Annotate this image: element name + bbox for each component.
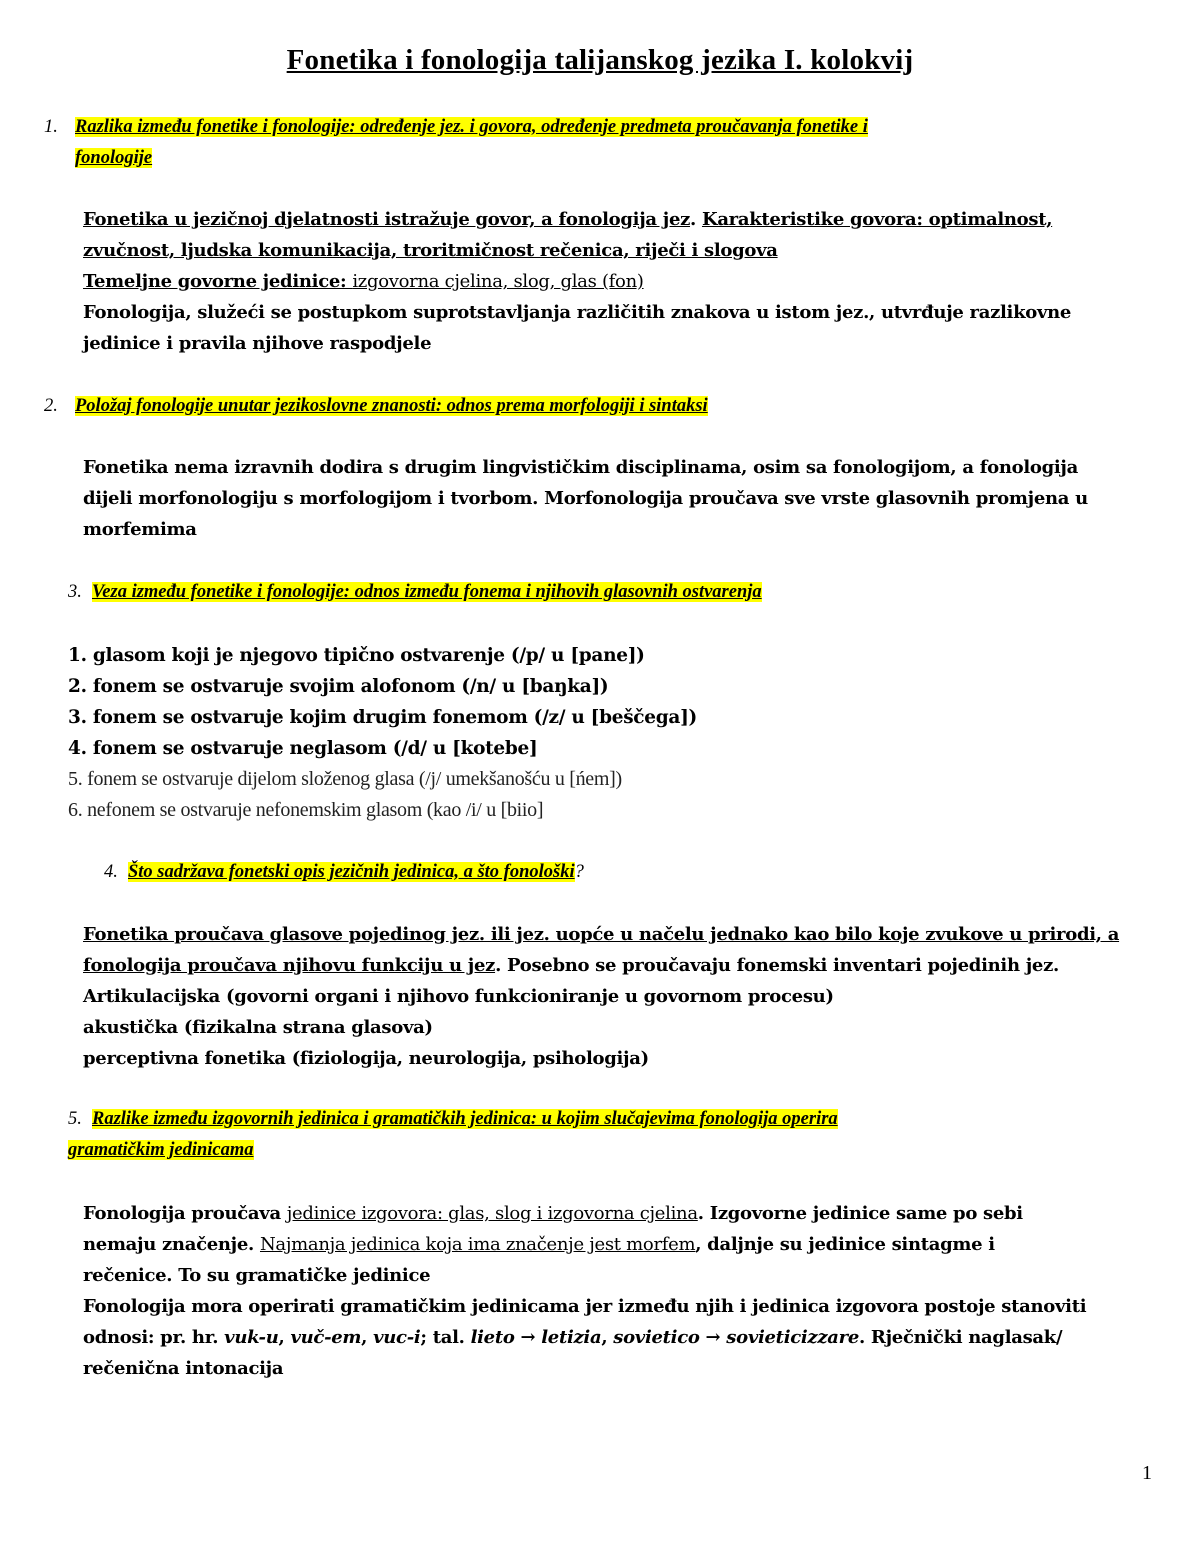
question-number: 3.: [68, 582, 82, 602]
answer-text: morfemima: [83, 519, 197, 540]
answer-text: ,: [361, 1327, 374, 1348]
answer-text: odnosi: pr. hr.: [83, 1327, 225, 1348]
answer-text: vuč-em: [290, 1327, 362, 1348]
answer-text: dijeli morfonologiju s morfologijom i tvorbom. Morfonologija proučava sve vrste glasovnih promjena u: [83, 488, 1088, 509]
answer-text: Artikulacijska (govorni organi i njihovo funkcioniranje u govornom procesu): [83, 986, 834, 1007]
question-text: Razlike između izgovornih jedinica i gramatičkih jedinica: u kojim slučajevima fonologija operira: [92, 1109, 838, 1129]
answer-text: zvučnost, ljudska komunikacija, troritmičnost rečenica, riječi i slogova: [83, 240, 778, 261]
answer-text: jedinice i pravila njihove raspodjele: [83, 333, 432, 354]
answer-text: Fonetika proučava glasove pojedinog jez. ili jez. uopće u načelu jednako kao bilo koje zvukove u prirodi, a: [83, 924, 1120, 945]
answer-text: Fonetika u jezičnoj djelatnosti istražuje govor, a fonologija jez: [83, 209, 691, 230]
question-2: [44, 391, 1154, 422]
answer-1: [83, 204, 1173, 359]
list-item: 1. glasom koji je njegovo tipično ostvarenje (/p/ u [pane]): [68, 645, 645, 666]
answer-text: . Rječnički naglasak/: [858, 1327, 1063, 1348]
question-text: Veza između fonetike i fonologije: odnos između fonema i njihovih glasovnih ostvarenja: [92, 582, 762, 602]
answer-text: nemaju značenje.: [83, 1234, 260, 1255]
question-1-continued: [75, 143, 152, 174]
answer-text: sovietico → sovieticizzare: [613, 1327, 859, 1348]
question-1: [44, 112, 1154, 143]
answer-text: . Izgovorne jedinice same po sebi: [697, 1203, 1023, 1224]
question-text: Što sadržava fonetski opis jezičnih jedinica, a što fonološki: [128, 862, 575, 882]
question-5: [68, 1104, 1168, 1135]
answer-text: ,: [278, 1327, 291, 1348]
question-4: [104, 857, 1164, 888]
answer-5: [83, 1198, 1173, 1384]
answer-text: fonologija proučava njihovu funkciju u jez: [83, 955, 496, 976]
page-number: 1: [1142, 1462, 1152, 1484]
list-item: 5. fonem se ostvaruje dijelom složenog glasa (/j/ umekšanošću u [ńem]): [68, 768, 622, 790]
question-number: 1.: [44, 117, 58, 137]
list-item: 3. fonem se ostvaruje kojim drugim fonemom (/z/ u [beščega]): [68, 707, 697, 728]
question-5-continued: [68, 1135, 254, 1166]
answer-text: perceptivna fonetika (fiziologija, neurologija, psihologija): [83, 1048, 649, 1069]
answer-4: [83, 919, 1173, 1074]
answer-2: [83, 452, 1173, 545]
answer-text: lieto → letizia: [470, 1327, 602, 1348]
question-text: fonologije: [75, 148, 153, 168]
question-mark: ?: [574, 862, 584, 882]
answer-text: rečenična intonacija: [83, 1358, 284, 1379]
question-number: 4.: [104, 862, 118, 882]
question-text: Razlika između fonetike i fonologije: određenje jez. i govora, određenje predmeta proučavanja fonetike i: [75, 117, 868, 137]
answer-text: Fonologija mora operirati gramatičkim jedinicama jer između njih i jedinica izgovora postoje stanoviti: [83, 1296, 1087, 1317]
question-number: 2.: [44, 396, 58, 416]
list-item: 2. fonem se ostvaruje svojim alofonom (/n/ u [baŋka]): [68, 676, 609, 697]
answer-text: ; tal.: [420, 1327, 471, 1348]
answer-text: jedinice izgovora: glas, slog i izgovorna cjelina: [286, 1203, 698, 1224]
answer-text: .: [690, 209, 702, 230]
question-text: Položaj fonologije unutar jezikoslovne znanosti: odnos prema morfologiji i sintaksi: [75, 396, 708, 416]
list-item: 6. nefonem se ostvaruje nefonemskim glasom (kao /i/ u [biio]: [68, 799, 544, 821]
answer-text: Najmanja jedinica koja ima značenje jest morfem: [259, 1234, 696, 1255]
answer-text: vuc-i: [373, 1327, 421, 1348]
answer-text: izgovorna cjelina, slog, glas (fon): [352, 271, 644, 292]
answer-text: vuk-u: [224, 1327, 279, 1348]
question-3: [68, 577, 1168, 608]
answer-text: rečenice. To su gramatičke jedinice: [83, 1265, 431, 1286]
answer-text: Fonologija, služeći se postupkom suprotstavljanja različitih znakova u istom jez., utvrđuje razlikovne: [83, 302, 1072, 323]
answer-text: ,: [601, 1327, 614, 1348]
question-number: 5.: [68, 1109, 82, 1129]
question-text: gramatičkim jedinicama: [68, 1140, 254, 1160]
answer-text: , daljnje su jedinice sintagme i: [695, 1234, 995, 1255]
answer-text: akustička (fizikalna strana glasova): [83, 1017, 433, 1038]
list-item: 4. fonem se ostvaruje neglasom (/d/ u [kotebe]: [68, 738, 538, 759]
page-title: Fonetika i fonologija talijanskog jezika I. kolokvij: [286, 44, 914, 76]
answer-text: . Posebno se proučavaju fonemski inventari pojedinih jez.: [495, 955, 1059, 976]
answer-text: Fonetika nema izravnih dodira s drugim lingvističkim disciplinama, osim sa fonologijom, a fonologija: [83, 457, 1078, 478]
answer-3-list: [68, 640, 1168, 826]
answer-text: Fonologija proučava: [83, 1203, 287, 1224]
answer-text: Karakteristike govora: optimalnost,: [701, 209, 1053, 230]
answer-text: Temeljne govorne jedinice:: [83, 271, 353, 292]
